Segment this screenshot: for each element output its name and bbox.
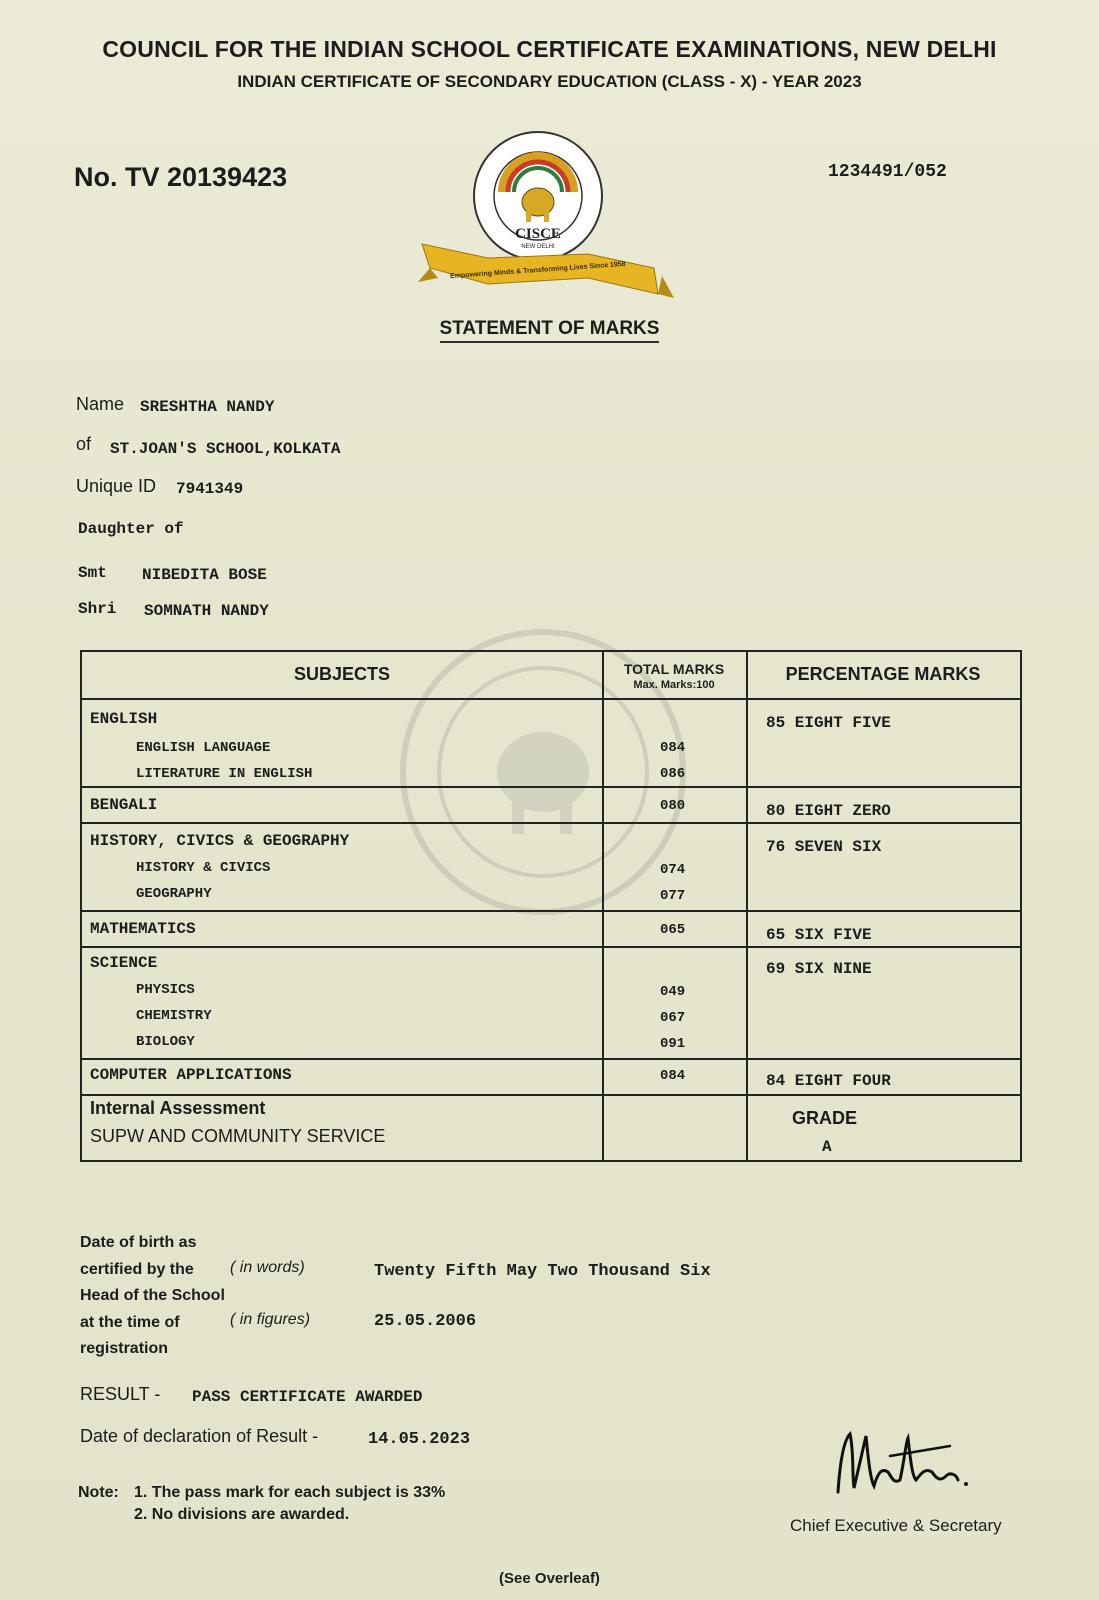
dob-in-figures: 25.05.2006: [374, 1312, 477, 1331]
percent-english: 85 EIGHT FIVE: [766, 714, 891, 732]
percent-mathematics: 65 SIX FIVE: [766, 926, 872, 944]
subject-english: ENGLISH: [90, 710, 158, 728]
percent-history-civics-geography: 76 SEVEN SIX: [766, 838, 882, 856]
relation-label: Daughter of: [78, 520, 184, 538]
subject-mathematics: MATHEMATICS: [90, 920, 196, 938]
unique-id-label: Unique ID: [76, 476, 157, 496]
subsubject-english-language: ENGLISH LANGUAGE: [136, 740, 271, 756]
subsubject-biology: BIOLOGY: [136, 1034, 195, 1050]
supw-grade: A: [822, 1138, 832, 1156]
signature-image: [820, 1422, 980, 1506]
column-header-max-marks: Max. Marks:100: [633, 679, 715, 691]
declaration-label: Date of declaration of Result -: [80, 1426, 319, 1446]
marks-bengali: 080: [660, 798, 686, 814]
mother-name: NIBEDITA BOSE: [142, 566, 267, 584]
subsubject-history-civics: HISTORY & CIVICS: [136, 860, 271, 876]
cisce-logo-icon: [418, 126, 678, 304]
subject-bengali: BENGALI: [90, 796, 158, 814]
student-name: SRESHTHA NANDY: [140, 398, 275, 416]
reference-number: 1234491/052: [828, 162, 947, 182]
marks-history-civics: 074: [660, 862, 686, 878]
percent-computer-applications: 84 EIGHT FOUR: [766, 1072, 891, 1090]
internal-assessment-label: Internal Assessment: [90, 1098, 266, 1118]
school-name: ST.JOAN'S SCHOOL,KOLKATA: [110, 440, 341, 458]
dob-in-words: Twenty Fifth May Two Thousand Six: [374, 1262, 711, 1281]
column-header-subjects: SUBJECTS: [293, 664, 391, 684]
see-overleaf-note: (See Overleaf): [499, 1570, 600, 1587]
result-value: PASS CERTIFICATE AWARDED: [192, 1388, 423, 1406]
column-header-percentage: PERCENTAGE MARKS: [785, 664, 981, 684]
dob-label-line: Head of the School: [80, 1287, 225, 1304]
logo-text: CISCE: [515, 226, 561, 242]
note-line-1: 1. The pass mark for each subject is 33%: [134, 1484, 446, 1501]
marks-geography: 077: [660, 888, 686, 904]
marks-literature: 086: [660, 766, 686, 782]
father-name: SOMNATH NANDY: [144, 602, 269, 620]
subject-computer-applications: COMPUTER APPLICATIONS: [90, 1066, 292, 1084]
marks-biology: 091: [660, 1036, 686, 1052]
exam-heading: INDIAN CERTIFICATE OF SECONDARY EDUCATION (CLASS - X) - YEAR 2023: [237, 72, 862, 91]
dob-label-line: registration: [80, 1340, 169, 1357]
dob-label-line: certified by the: [80, 1260, 194, 1278]
declaration-date: 14.05.2023: [368, 1430, 471, 1449]
council-heading: COUNCIL FOR THE INDIAN SCHOOL CERTIFICATE EXAMINATIONS, NEW DELHI: [102, 36, 997, 62]
marks-english-language: 084: [660, 740, 686, 756]
mother-prefix: Smt: [78, 564, 107, 582]
note-line-2: 2. No divisions are awarded.: [134, 1506, 350, 1523]
dob-label-line: Date of birth as: [80, 1234, 197, 1251]
marks-computer-applications: 084: [660, 1068, 686, 1084]
dob-label: [80, 1230, 225, 1363]
marks-physics: 049: [660, 984, 686, 1000]
signatory-title: Chief Executive & Secretary: [790, 1516, 1002, 1535]
subsubject-physics: PHYSICS: [136, 982, 195, 998]
subsubject-chemistry: CHEMISTRY: [136, 1008, 212, 1024]
grade-label: GRADE: [792, 1108, 858, 1128]
subsubject-geography: GEOGRAPHY: [136, 886, 212, 902]
dob-words-label: ( in words): [230, 1259, 305, 1276]
note-label: Note:: [78, 1484, 119, 1501]
subject-history-civics-geography: HISTORY, CIVICS & GEOGRAPHY: [90, 832, 350, 850]
result-label: RESULT -: [80, 1384, 161, 1404]
document-title: [0, 318, 1099, 340]
column-header-total-marks: TOTAL MARKS: [623, 661, 725, 677]
marks-chemistry: 067: [660, 1010, 686, 1026]
name-label: Name: [76, 394, 125, 414]
dob-figures-label: ( in figures): [230, 1311, 311, 1328]
supw-label: SUPW AND COMMUNITY SERVICE: [90, 1126, 386, 1146]
unique-id: 7941349: [176, 480, 244, 498]
logo-banner-text: Empowering Minds & Transforming Lives Since 1958: [449, 260, 626, 281]
dob-label-line: at the time of: [80, 1313, 180, 1331]
subsubject-literature: LITERATURE IN ENGLISH: [136, 766, 313, 782]
school-label: of: [76, 434, 92, 454]
father-prefix: Shri: [78, 600, 117, 618]
certificate-number: No. TV 20139423: [74, 162, 288, 192]
document-title-text: STATEMENT OF MARKS: [440, 318, 660, 343]
marks-mathematics: 065: [660, 922, 686, 938]
logo-subtext: NEW DELHI: [521, 244, 555, 250]
percent-science: 69 SIX NINE: [766, 960, 872, 978]
percent-bengali: 80 EIGHT ZERO: [766, 802, 891, 820]
subject-science: SCIENCE: [90, 954, 158, 972]
marks-table: [80, 650, 1022, 1162]
